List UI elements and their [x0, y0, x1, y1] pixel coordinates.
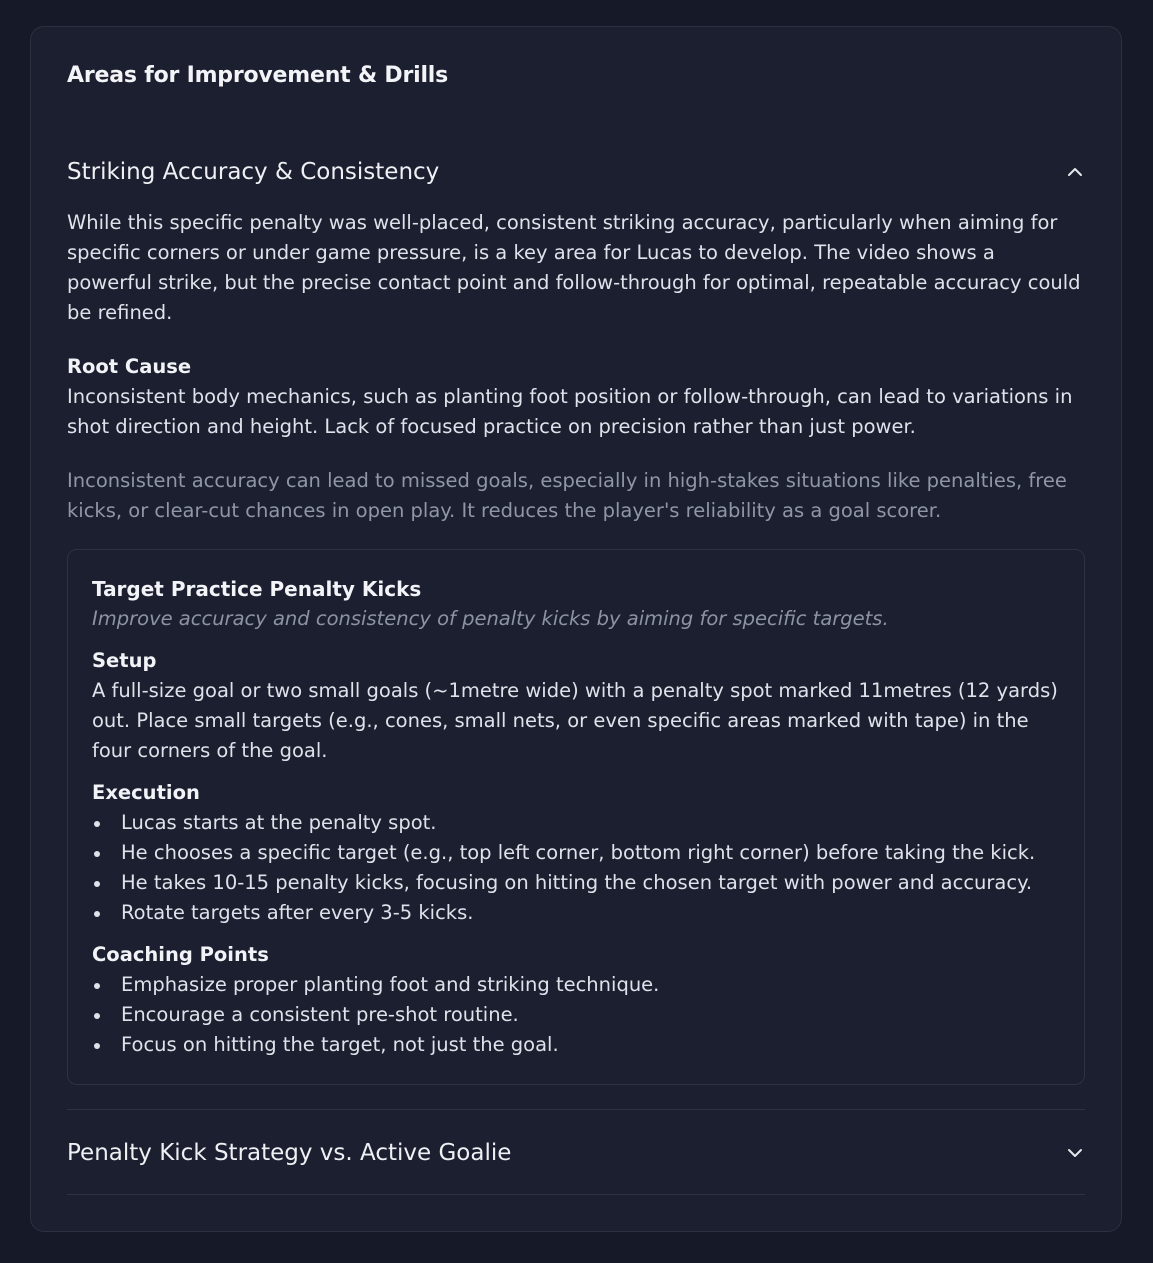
- drill-card: [67, 549, 1085, 1085]
- divider: [67, 1194, 1085, 1195]
- list-item: He chooses a specific target (e.g., top left corner, bottom right corner) before taking the kick.: [92, 838, 1060, 868]
- list-item: Emphasize proper planting foot and striking technique.: [92, 970, 1060, 1000]
- section-title: Areas for Improvement & Drills: [67, 63, 449, 88]
- issue-description: While this specific penalty was well-placed, consistent striking accuracy, particularly when aiming for specific corners or under game pressure, is a key area for Lucas to develop. The video shows a powerful strike, but the precise contact point and follow-through for optimal, repeatable accuracy could be refined.: [67, 211, 1081, 324]
- improvement-card: [30, 26, 1122, 1232]
- impact-text: Inconsistent accuracy can lead to missed goals, especially in high-stakes situations like penalties, free kicks, or clear-cut chances in open play. It reduces the player's reliability as a goal scorer.: [67, 469, 1067, 522]
- coaching-points-list: [92, 970, 1060, 1060]
- execution-list: [92, 808, 1060, 928]
- execution-label: Execution: [92, 781, 200, 804]
- accordion-header-penalty-strategy[interactable]: [67, 1133, 1085, 1173]
- list-item: He takes 10-15 penalty kicks, focusing on hitting the chosen target with power and accuracy.: [92, 868, 1060, 898]
- list-item: Lucas starts at the penalty spot.: [92, 808, 1060, 838]
- root-cause-label: Root Cause: [67, 355, 192, 378]
- accordion-title: Striking Accuracy & Consistency: [67, 159, 440, 185]
- drill-title: Target Practice Penalty Kicks: [92, 577, 422, 601]
- drill-subtitle: Improve accuracy and consistency of penalty kicks by aiming for specific targets.: [92, 607, 889, 630]
- chevron-down-icon[interactable]: [1065, 1143, 1085, 1163]
- accordion-title: Penalty Kick Strategy vs. Active Goalie: [67, 1140, 512, 1166]
- list-item: Focus on hitting the target, not just the goal.: [92, 1030, 1060, 1060]
- accordion-header-striking-accuracy[interactable]: [67, 152, 1085, 192]
- divider: [67, 1109, 1085, 1110]
- coaching-points-label: Coaching Points: [92, 943, 269, 966]
- list-item: Rotate targets after every 3-5 kicks.: [92, 898, 1060, 928]
- list-item: Encourage a consistent pre-shot routine.: [92, 1000, 1060, 1030]
- chevron-up-icon[interactable]: [1065, 162, 1085, 182]
- root-cause-text: Inconsistent body mechanics, such as planting foot position or follow-through, can lead to variations in shot direction and height. Lack of focused practice on precision rather than just power.: [67, 385, 1073, 438]
- setup-label: Setup: [92, 649, 157, 672]
- setup-text: A full-size goal or two small goals (~1metre wide) with a penalty spot marked 11metres (12 yards) out. Place small targets (e.g., cones, small nets, or even specific areas marked with tape) in the four corners of the goal.: [92, 679, 1058, 762]
- root-cause-block: [67, 352, 1085, 442]
